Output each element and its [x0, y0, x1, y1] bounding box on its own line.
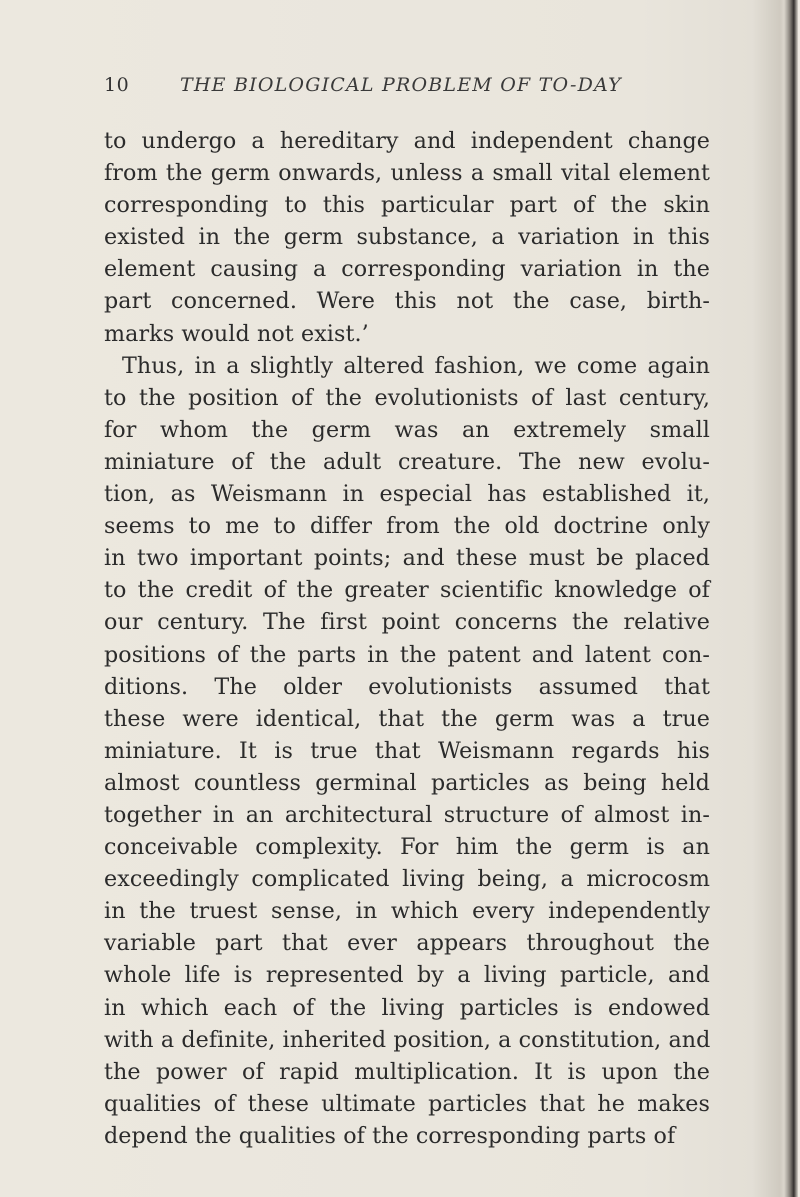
text-line: conceivable complexity. For him the germ is an: [104, 834, 710, 861]
text-line: our century. The first point concerns the relative: [104, 609, 710, 636]
text-line: from the germ onwards, unless a small vital element: [104, 160, 710, 187]
text-line: variable part that ever appears throughout the: [104, 930, 710, 957]
text-line: these were identical, that the germ was a true: [104, 705, 710, 732]
text-line: for whom the germ was an extremely small: [104, 416, 710, 443]
text-line: almost countless germinal particles as being held: [104, 769, 710, 796]
body-text: [104, 125, 710, 1152]
text-line: seems to me to differ from the old doctrine only: [104, 513, 710, 540]
text-line: corresponding to this particular part of the skin: [104, 192, 710, 219]
running-title: THE BIOLOGICAL PROBLEM OF TO-DAY: [180, 74, 622, 96]
text-line: marks would not exist.’: [104, 320, 369, 347]
text-line: qualities of these ultimate particles that he makes: [104, 1090, 710, 1117]
page-header: [104, 74, 724, 102]
text-line: existed in the germ substance, a variation in this: [104, 224, 710, 251]
paragraph-start-line: Thus, in a slightly altered fashion, we come again: [122, 352, 710, 379]
text-line: with a definite, inherited position, a constitution, and: [104, 1026, 711, 1053]
text-line: tion, as Weismann in especial has established it,: [104, 481, 710, 508]
text-line: miniature of the adult creature. The new evolu-: [104, 448, 710, 475]
text-line: to the credit of the greater scientific knowledge of: [104, 577, 710, 604]
text-line: whole life is represented by a living particle, and: [104, 962, 710, 989]
text-line: in the truest sense, in which every independently: [104, 898, 710, 925]
text-line: in two important points; and these must be placed: [104, 545, 710, 572]
text-line: depend the qualities of the corresponding parts of: [104, 1122, 676, 1149]
text-line: ditions. The older evolutionists assumed that: [104, 673, 710, 700]
text-line: exceedingly complicated living being, a microcosm: [104, 866, 710, 893]
text-line: to undergo a hereditary and independent change: [104, 128, 710, 154]
text-line: the power of rapid multiplication. It is upon the: [104, 1058, 710, 1085]
text-line: miniature. It is true that Weismann regards his: [104, 737, 710, 764]
text-line: part concerned. Were this not the case, birth-: [104, 288, 710, 315]
text-line: to the position of the evolutionists of last century,: [104, 384, 710, 411]
text-line: together in an architectural structure of almost in-: [104, 801, 710, 828]
page-number: 10: [104, 74, 130, 96]
text-line: element causing a corresponding variation in the: [104, 256, 710, 283]
page-binding-edge: [784, 0, 798, 1197]
text-line: positions of the parts in the patent and latent con-: [104, 641, 710, 668]
text-line: in which each of the living particles is endowed: [104, 994, 710, 1021]
